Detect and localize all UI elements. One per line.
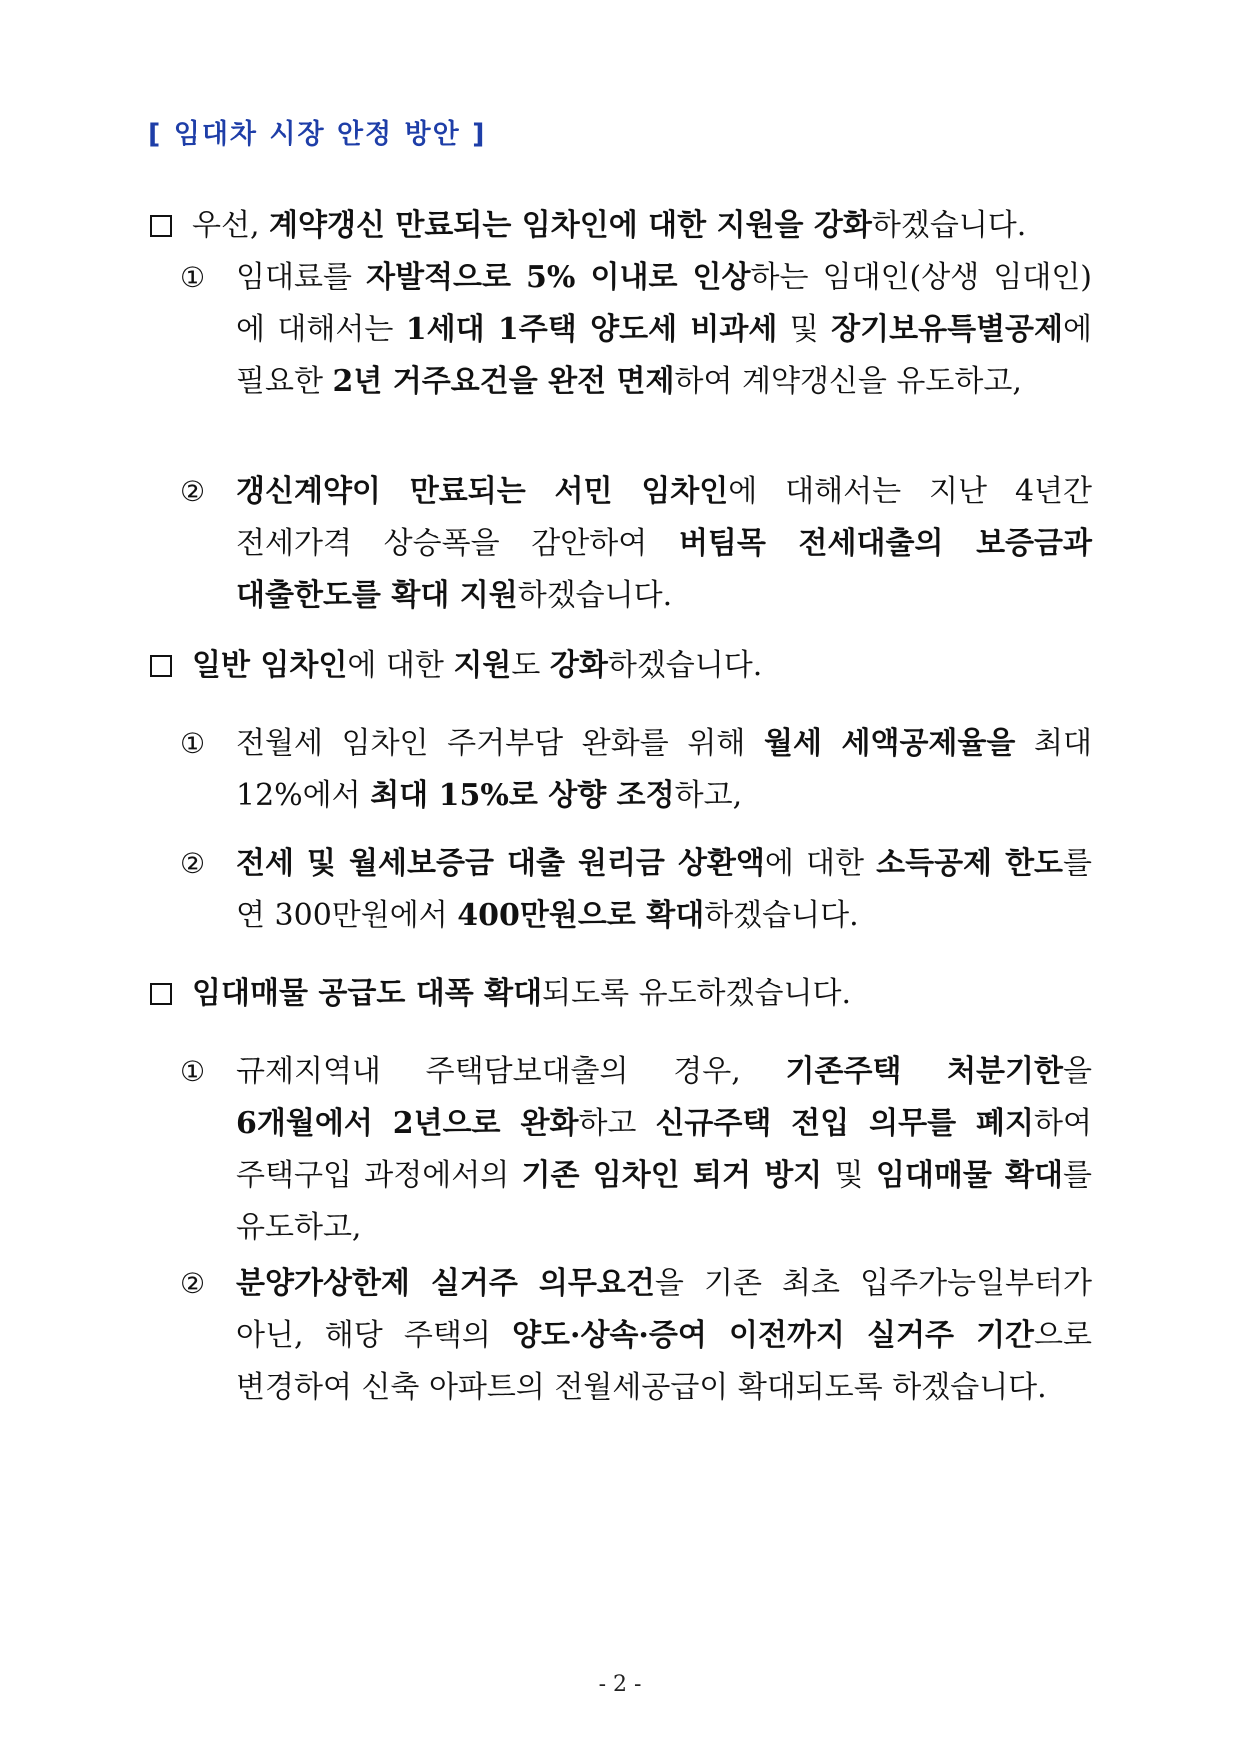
body-text: 임대료를 [236,260,367,295]
emphasis-text: 갱신계약이 만료되는 서민 임차인 [236,474,729,509]
body-text: 를 유도하고, [236,1158,1093,1245]
emphasis-text: 신규주택 전입 의무를 폐지 [655,1106,1035,1141]
section-title: [ 임대차 시장 안정 방안 ] [148,119,487,150]
body-text: 하여 주택구입 과정에서의 [236,1106,1092,1193]
body-text: 도 [511,648,550,683]
list-item [180,1258,1092,1414]
item-text [236,718,1092,822]
body-text: 규제지역내 주택담보대출의 경우, [236,1054,786,1089]
heading-3 [150,974,1090,1014]
item-text [236,466,1092,622]
body-text: 우선, [192,208,270,243]
heading-1 [150,206,1090,246]
body-text: 최대 12%에서 [236,726,1092,813]
list-item [180,252,1092,408]
body-text: 에 필요한 [236,312,1092,399]
emphasis-text: 일반 임차인 [192,648,348,683]
emphasis-text: 자발적으로 5% 이내로 인상 [366,260,751,295]
emphasis-text: 소득공제 한도 [876,846,1064,881]
emphasis-text: 기존주택 처분기한 [785,1054,1063,1089]
checkbox-square-icon [150,655,172,677]
body-text: 하고, [674,778,743,813]
list-item [180,718,1092,822]
body-text: 하는 임대인(상생 임대인)에 대해서는 [236,260,1093,347]
item-text [236,1258,1092,1414]
item-text [236,1046,1092,1254]
body-text: 에 대한 [764,846,877,881]
body-text: 되도록 유도하겠습니다. [542,976,851,1011]
emphasis-text: 장기보유특별공제 [831,312,1064,347]
checkbox-square-icon [150,983,172,1005]
emphasis-text: 월세 세액공제율을 [763,726,1016,761]
body-text: 를 연 300만원에서 [236,846,1093,933]
body-text: 하겠습니다. [607,648,763,683]
body-text: 하여 계약갱신을 유도하고, [674,364,1022,399]
emphasis-text: 계약갱신 만료되는 임차인에 대한 지원을 강화 [269,208,872,243]
emphasis-text: 양도·상속·증여 이전까지 실거주 기간 [512,1318,1035,1353]
body-text: 을 기존 최초 입주가능일부터가 아닌, 해당 주택의 [236,1266,1092,1353]
item-number: ① [180,261,206,294]
emphasis-text: 전세 및 월세보증금 대출 원리금 상환액 [236,846,765,881]
emphasis-text: 임대매물 공급도 대폭 확대 [192,976,543,1011]
body-text: 하겠습니다. [517,578,673,613]
emphasis-text: 강화 [549,648,608,683]
emphasis-text: 2년 거주요건을 완전 면제 [332,364,675,399]
body-text: 및 [822,1158,876,1193]
body-text: 전월세 임차인 주거부담 완화를 위해 [236,726,764,761]
body-text: 을 [1063,1054,1092,1089]
item-number: ② [180,1267,206,1300]
body-text: 및 [777,312,832,347]
emphasis-text: 분양가상한제 실거주 의무요건 [236,1266,655,1301]
emphasis-text: 최대 15%로 상향 조정 [370,778,675,813]
page-number: - 2 - [598,1672,642,1697]
body-text: 으로 변경하여 신축 아파트의 전월세공급이 확대되도록 하겠습니다. [236,1318,1092,1405]
emphasis-text: 지원 [453,648,512,683]
body-text: 하겠습니다. [871,208,1027,243]
body-text: 하고 [578,1106,656,1141]
body-text: 하겠습니다. [704,898,859,933]
list-item [180,838,1092,942]
emphasis-text: 임대매물 확대 [875,1158,1064,1193]
emphasis-text: 버팀목 전세대출의 보증금과 대출한도를 확대 지원 [236,526,1092,613]
item-number: ② [180,475,206,508]
item-number: ② [180,847,206,880]
item-text [236,252,1092,408]
body-text: 에 대해서는 지난 4년간 전세가격 상승폭을 감안하여 [236,474,1092,561]
emphasis-text: 400만원으로 확대 [457,898,705,933]
list-item [180,1046,1092,1254]
heading-2 [150,646,1090,686]
emphasis-text: 6개월에서 2년으로 완화 [236,1106,579,1141]
emphasis-text: 1세대 1주택 양도세 비과세 [405,312,778,347]
item-number: ① [180,727,206,760]
item-text [236,838,1092,942]
list-item [180,466,1092,622]
item-number: ① [180,1055,206,1088]
body-text: 에 대한 [347,648,454,683]
emphasis-text: 기존 임차인 퇴거 방지 [521,1158,823,1193]
checkbox-square-icon [150,215,172,237]
